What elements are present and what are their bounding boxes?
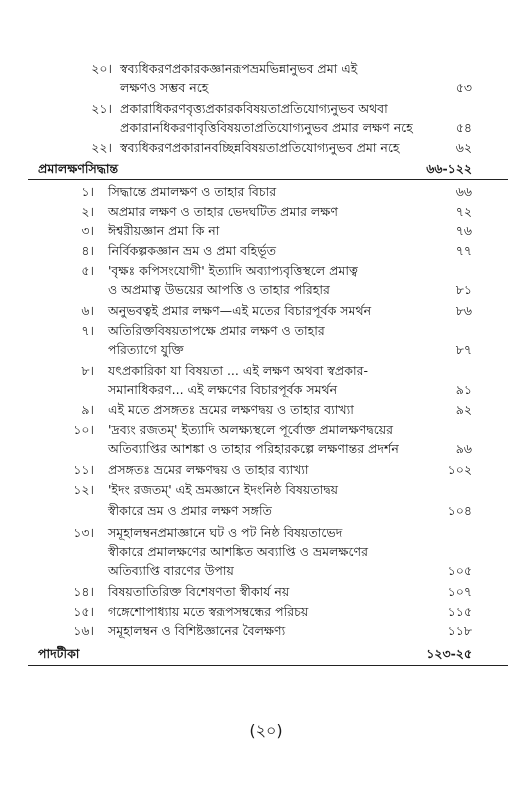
section-rule <box>28 665 508 666</box>
entry-text: স্বীকারে ভ্রম ও প্রমার লক্ষণ সঙ্গতি <box>108 503 272 518</box>
entry-text: ও অপ্রমাত্ব উভয়ের আপত্তি ও তাহার পরিহার <box>108 282 330 297</box>
entry-text: 'ইদং রজতম্' এই ভ্রমজ্ঞানে ইদংনিষ্ঠ বিষয়তাদ্বয় <box>108 482 338 497</box>
entry-text: লক্ষণও সম্ভব নহে <box>120 80 209 95</box>
entry-text: সমানাধিকরণ... এই লক্ষণের বিচারপূর্বক সমর্থন <box>108 382 338 397</box>
entry-number: ২। <box>81 204 94 219</box>
entry-number: ৬। <box>81 303 94 318</box>
entry-text: প্রকারানধিকরণাবৃত্তিবিষয়তাপ্রতিযোগ্যনুভব প্রমার লক্ষণ নহে <box>120 120 413 135</box>
entry-number: ২২। <box>91 140 112 155</box>
entry-page: ৭৭ <box>455 243 472 258</box>
entry-text: এই মতে প্রসঙ্গতঃ ভ্রমের লক্ষণদ্বয় ও তাহার ব্যাখ্যা <box>108 402 354 417</box>
entry-text: 'বৃক্ষঃ কপিসংযোগী' ইত্যাদি অব্যাপ্যবৃত্তিস্থলে প্রমাত্ব <box>108 263 358 278</box>
entry-text: গঙ্গেশোপাধ্যায় মতে স্বরূপসম্বন্ধের পরিচয় <box>108 604 309 619</box>
entry-number: ১। <box>81 184 94 199</box>
entry-page: ৯১ <box>455 382 472 397</box>
section-page-range: ৬৬-১২২ <box>426 161 472 176</box>
entry-page: ৯২ <box>455 402 472 417</box>
section-title: পাদটীকা <box>38 646 80 661</box>
entry-page: ৭২ <box>455 204 472 219</box>
entry-number: ১৫। <box>73 604 94 619</box>
entry-page: ৬৬ <box>455 184 472 199</box>
entry-number: ৮। <box>81 363 94 378</box>
entry-page: ৭৬ <box>455 223 472 238</box>
entry-text: অতিরিক্তবিষয়তাপক্ষে প্রমার লক্ষণ ও তাহার <box>108 323 325 338</box>
entry-number: ৭। <box>81 323 94 338</box>
entry-text: স্বীকারে প্রমালক্ষণের আশঙ্কিত অব্যাপ্তি ও ভ্রমলক্ষণের <box>108 544 368 559</box>
entry-number: ২১। <box>91 101 112 116</box>
entry-page: ৫৪ <box>455 120 472 135</box>
entry-text: অনুভবত্বই প্রমার লক্ষণ—এই মতের বিচারপূর্বক সমর্থন <box>108 303 372 318</box>
entry-number: ৯। <box>81 402 94 417</box>
entry-page: ৯৬ <box>455 441 472 456</box>
entry-number: ৫। <box>81 263 94 278</box>
entry-page: ৮৭ <box>455 342 472 357</box>
section-rule <box>28 179 508 180</box>
entry-number: ১৬। <box>73 623 94 638</box>
entry-text: প্রকারাধিকরণবৃত্ত্যপ্রকারকবিষয়তাপ্রতিযোগ্যনুভব অথবা <box>120 101 388 116</box>
entry-number: ৩। <box>81 223 94 238</box>
entry-number: ১০। <box>73 422 94 437</box>
entry-text: পরিত্যাগে যুক্তি <box>108 342 184 357</box>
entry-text: ঈশ্বরীয়জ্ঞান প্রমা কি না <box>108 223 220 238</box>
entry-number: ১৪। <box>73 584 94 599</box>
entry-page: ১০২ <box>447 462 472 477</box>
entry-text: প্রসঙ্গতঃ ভ্রমের লক্ষণদ্বয় ও তাহার ব্যাখ্যা <box>108 462 309 477</box>
entry-text: সিদ্ধান্তে প্রমালক্ষণ ও তাহার বিচার <box>108 184 277 199</box>
entry-number: ১৩। <box>73 525 94 540</box>
section-title: প্রমালক্ষণসিদ্ধান্ত <box>38 161 119 176</box>
entry-page: ৬২ <box>455 140 472 155</box>
entry-text: অতিব্যাপ্তির আশঙ্কা ও তাহার পরিহারকল্পে লক্ষণান্তর প্রদর্শন <box>108 441 399 456</box>
entry-page: ১০৪ <box>447 503 472 518</box>
entry-text: অতিব্যাপ্তি বারণের উপায় <box>108 563 234 578</box>
entry-page: ৮৬ <box>455 303 472 318</box>
section-page-range: ১২৩-২৫ <box>426 646 472 661</box>
entry-number: ২০। <box>91 61 112 76</box>
entry-text: নির্বিকল্পকজ্ঞান ভ্রম ও প্রমা বহির্ভূত <box>108 243 276 258</box>
entry-page: ৫৩ <box>455 80 472 95</box>
entry-page: ১১৫ <box>447 604 472 619</box>
entry-text: স্বব্যধিকরণপ্রকারানবচ্ছিন্নবিষয়তাপ্রতিযোগ্যনুভব প্রমা নহে <box>120 140 400 155</box>
entry-page: ৮১ <box>455 282 472 297</box>
entry-page: ১০৭ <box>447 584 472 599</box>
entry-text: যৎপ্রকারিকা যা বিষয়তা ... এই লক্ষণ অথবা স্বপ্রকার- <box>108 363 368 378</box>
entry-page: ১০৫ <box>447 563 472 578</box>
entry-text: সমূহালম্বন ও বিশিষ্টজ্ঞানের বৈলক্ষণ্য <box>108 623 286 638</box>
entry-page: ১১৮ <box>447 623 472 638</box>
entry-number: ৪। <box>81 243 94 258</box>
entry-number: ১২। <box>73 482 94 497</box>
entry-text: 'দ্রব্যং রজতম্' ইত্যাদি অলক্ষ্যস্থলে পূর্বোক্ত প্রমালক্ষণদ্বয়ের <box>108 422 393 437</box>
entry-text: স্বব্যধিকরণপ্রকারকজ্ঞানরূপভ্রমভিন্নানুভব প্রমা এই <box>120 61 358 76</box>
page-number: (২০) <box>249 721 283 740</box>
entry-text: বিষয়তাতিরিক্ত বিশেষণতা স্বীকার্য নয় <box>108 584 290 599</box>
entry-text: অপ্রমার লক্ষণ ও তাহার ভেদঘটিত প্রমার লক্ষণ <box>108 204 338 219</box>
entry-text: সমূহালম্বনপ্রমাজ্ঞানে ঘট ও পট নিষ্ঠ বিষয়তাভেদ <box>108 525 343 540</box>
entry-number: ১১। <box>73 462 94 477</box>
